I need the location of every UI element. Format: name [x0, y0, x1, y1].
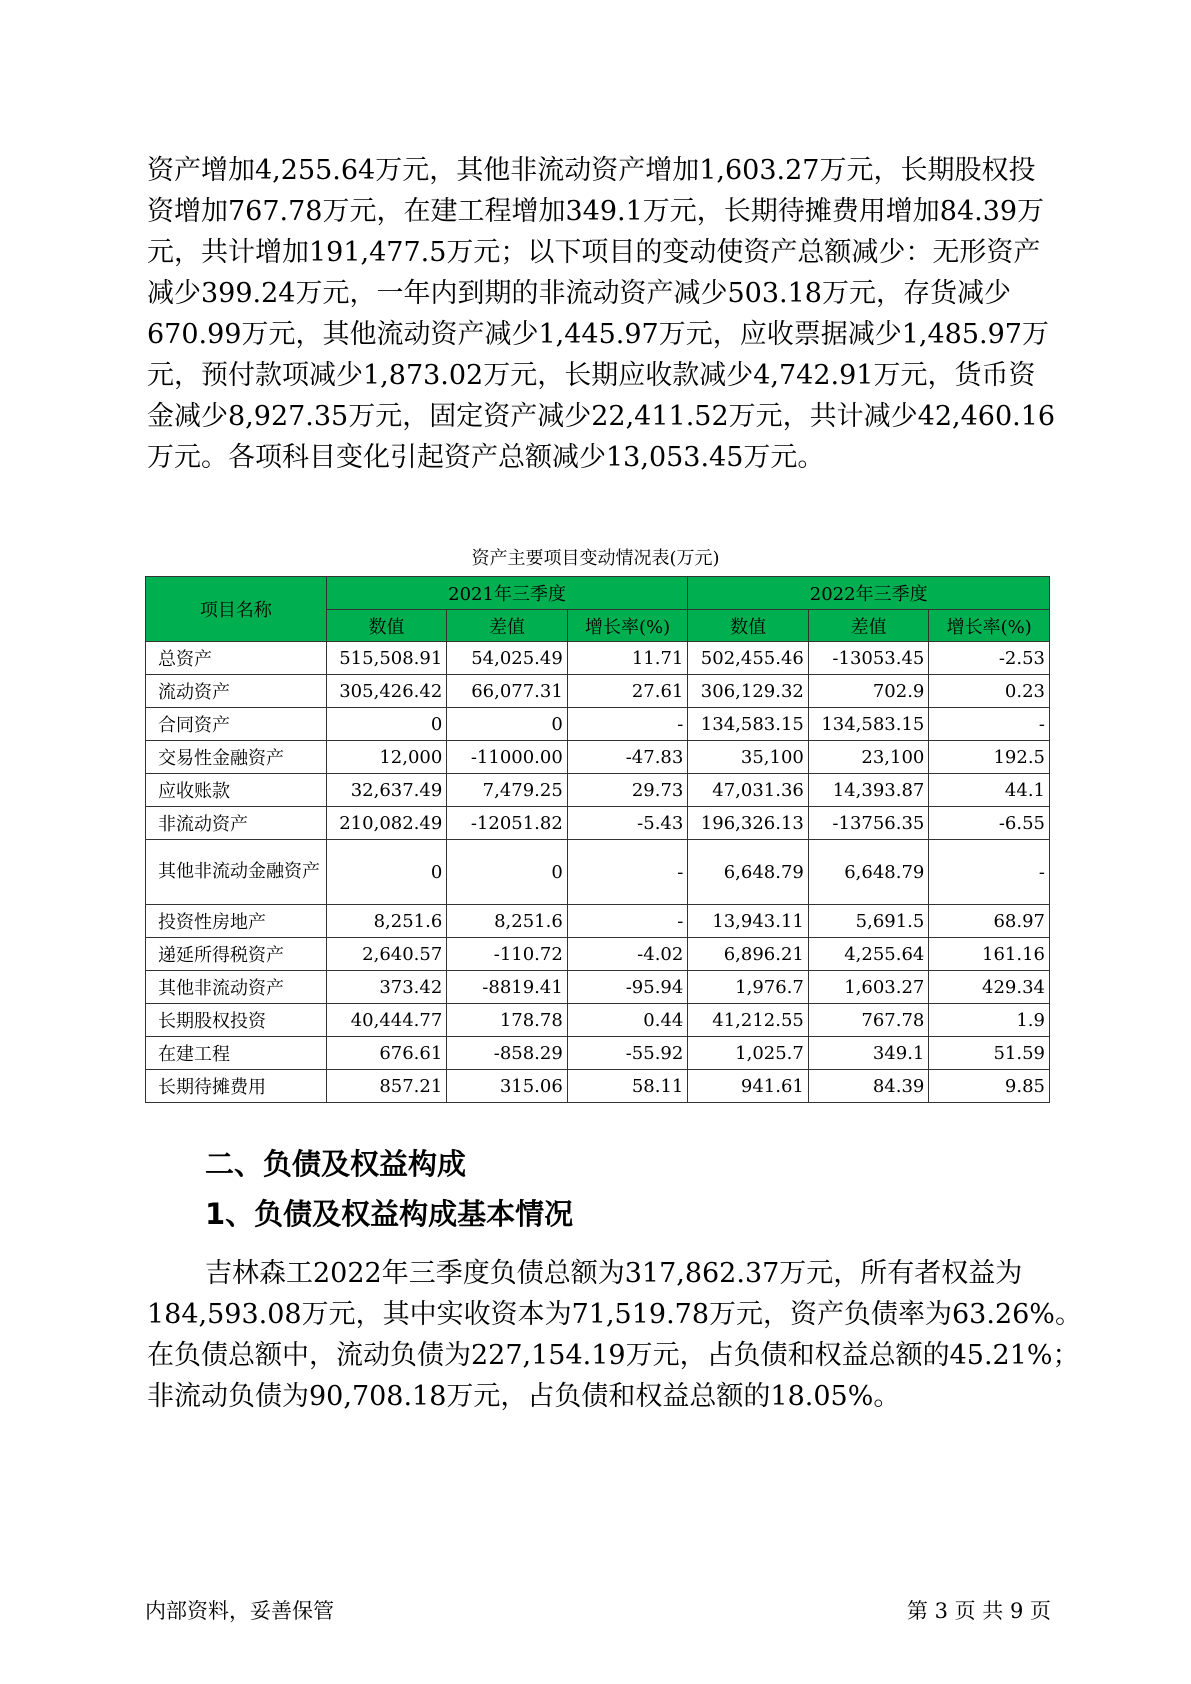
cell-g21: -5.43: [567, 807, 688, 840]
cell-v21: 373.42: [326, 971, 447, 1004]
cell-v22: 1,025.7: [688, 1037, 809, 1070]
cell-v21: 2,640.57: [326, 938, 447, 971]
cell-g22: -2.53: [929, 642, 1050, 675]
cell-d21: -110.72: [447, 938, 568, 971]
body-paragraph: [147, 1253, 1082, 1417]
cell-v21: 0: [326, 840, 447, 905]
cell-g22: 68.97: [929, 905, 1050, 938]
cell-d21: 0: [447, 708, 568, 741]
table-row: [146, 642, 1050, 675]
cell-v21: 676.61: [326, 1037, 447, 1070]
cell-v21: 32,637.49: [326, 774, 447, 807]
cell-v22: 502,455.46: [688, 642, 809, 675]
table-caption: 资产主要项目变动情况表(万元): [471, 548, 720, 569]
cell-g22: 44.1: [929, 774, 1050, 807]
cell-d21: 315.06: [447, 1070, 568, 1103]
cell-d22: 1,603.27: [808, 971, 929, 1004]
header-value-2022: 数值: [688, 610, 809, 642]
cell-d21: -12051.82: [447, 807, 568, 840]
cell-g22: -: [929, 708, 1050, 741]
row-item-name: 长期股权投资: [146, 1004, 327, 1037]
cell-g21: 29.73: [567, 774, 688, 807]
intro-line: 元，预付款项减少1,873.02万元，长期应收款减少4,742.91万元，货币资: [147, 360, 1036, 391]
table-row: [146, 1070, 1050, 1103]
row-item-name: 流动资产: [146, 675, 327, 708]
intro-line: 万元。各项科目变化引起资产总额减少13,053.45万元。: [147, 442, 825, 473]
cell-v22: 35,100: [688, 741, 809, 774]
cell-g21: 0.44: [567, 1004, 688, 1037]
intro-line: 元，共计增加191,477.5万元；以下项目的变动使资产总额减少：无形资产: [147, 237, 1041, 268]
cell-g22: 0.23: [929, 675, 1050, 708]
cell-g21: -: [567, 708, 688, 741]
row-item-name: 在建工程: [146, 1037, 327, 1070]
cell-v22: 6,896.21: [688, 938, 809, 971]
cell-v21: 0: [326, 708, 447, 741]
asset-changes-table: [145, 576, 1050, 1103]
table-row: [146, 708, 1050, 741]
intro-line: 金减少8,927.35万元，固定资产减少22,411.52万元，共计减少42,460.16: [147, 401, 1056, 432]
cell-d22: -13053.45: [808, 642, 929, 675]
cell-v22: 13,943.11: [688, 905, 809, 938]
cell-d22: -13756.35: [808, 807, 929, 840]
sub-heading: 1、负债及权益构成基本情况: [205, 1197, 574, 1231]
cell-d22: 5,691.5: [808, 905, 929, 938]
cell-g21: 11.71: [567, 642, 688, 675]
cell-v22: 47,031.36: [688, 774, 809, 807]
cell-g21: -95.94: [567, 971, 688, 1004]
cell-v22: 134,583.15: [688, 708, 809, 741]
cell-d21: -858.29: [447, 1037, 568, 1070]
row-item-name: 总资产: [146, 642, 327, 675]
cell-g22: 9.85: [929, 1070, 1050, 1103]
cell-v21: 210,082.49: [326, 807, 447, 840]
cell-g21: -47.83: [567, 741, 688, 774]
intro-line: 减少399.24万元，一年内到期的非流动资产减少503.18万元，存货减少: [147, 278, 1011, 309]
footer-page-number: 第 3 页 共 9 页: [906, 1599, 1051, 1623]
cell-d21: 178.78: [447, 1004, 568, 1037]
table-row: [146, 1037, 1050, 1070]
cell-d21: 54,025.49: [447, 642, 568, 675]
cell-v21: 515,508.91: [326, 642, 447, 675]
cell-g21: -4.02: [567, 938, 688, 971]
table-row: [146, 971, 1050, 1004]
cell-v22: 941.61: [688, 1070, 809, 1103]
intro-line: 资增加767.78万元，在建工程增加349.1万元，长期待摊费用增加84.39万: [147, 196, 1045, 227]
cell-d21: 8,251.6: [447, 905, 568, 938]
row-item-name: 投资性房地产: [146, 905, 327, 938]
row-item-name: 其他非流动金融资产: [146, 840, 327, 905]
cell-v21: 857.21: [326, 1070, 447, 1103]
intro-paragraph: [147, 150, 1057, 478]
cell-d22: 702.9: [808, 675, 929, 708]
cell-d22: 23,100: [808, 741, 929, 774]
header-value-2021: 数值: [326, 610, 447, 642]
cell-v22: 6,648.79: [688, 840, 809, 905]
cell-d22: 767.78: [808, 1004, 929, 1037]
cell-g21: 27.61: [567, 675, 688, 708]
table-row: [146, 1004, 1050, 1037]
body-line: 非流动负债为90,708.18万元，占负债和权益总额的18.05%。: [147, 1381, 901, 1412]
cell-d22: 4,255.64: [808, 938, 929, 971]
table-row: [146, 774, 1050, 807]
table-row: [146, 938, 1050, 971]
row-item-name: 递延所得税资产: [146, 938, 327, 971]
header-period-2021: 2021年三季度: [326, 577, 688, 610]
cell-d22: 134,583.15: [808, 708, 929, 741]
cell-g21: -55.92: [567, 1037, 688, 1070]
table-row: [146, 741, 1050, 774]
cell-d22: 84.39: [808, 1070, 929, 1103]
table-row: [146, 675, 1050, 708]
cell-v22: 306,129.32: [688, 675, 809, 708]
cell-g22: 51.59: [929, 1037, 1050, 1070]
table-row: [146, 840, 1050, 905]
cell-g22: 161.16: [929, 938, 1050, 971]
cell-d21: -11000.00: [447, 741, 568, 774]
row-item-name: 非流动资产: [146, 807, 327, 840]
header-item-name: 项目名称: [146, 577, 327, 642]
header-diff-2021: 差值: [447, 610, 568, 642]
row-item-name: 交易性金融资产: [146, 741, 327, 774]
row-item-name: 应收账款: [146, 774, 327, 807]
cell-g22: 192.5: [929, 741, 1050, 774]
body-line: 184,593.08万元，其中实收资本为71,519.78万元，资产负债率为63.26%。: [147, 1299, 1082, 1330]
cell-v21: 305,426.42: [326, 675, 447, 708]
body-line: 吉林森工2022年三季度负债总额为317,862.37万元，所有者权益为: [205, 1258, 1023, 1289]
cell-g22: 429.34: [929, 971, 1050, 1004]
cell-g21: -: [567, 840, 688, 905]
table-row: [146, 807, 1050, 840]
header-growth-2021: 增长率(%): [567, 610, 688, 642]
cell-v22: 1,976.7: [688, 971, 809, 1004]
cell-v22: 196,326.13: [688, 807, 809, 840]
cell-d22: 14,393.87: [808, 774, 929, 807]
cell-v21: 8,251.6: [326, 905, 447, 938]
header-diff-2022: 差值: [808, 610, 929, 642]
row-item-name: 长期待摊费用: [146, 1070, 327, 1103]
row-item-name: 合同资产: [146, 708, 327, 741]
footer-confidential-note: 内部资料，妥善保管: [145, 1599, 334, 1623]
cell-d22: 6,648.79: [808, 840, 929, 905]
cell-d21: 66,077.31: [447, 675, 568, 708]
intro-line: 资产增加4,255.64万元，其他非流动资产增加1,603.27万元，长期股权投: [147, 155, 1036, 186]
cell-d21: -8819.41: [447, 971, 568, 1004]
body-line: 在负债总额中，流动负债为227,154.19万元，占负债和权益总额的45.21%；: [147, 1340, 1080, 1371]
row-item-name: 其他非流动资产: [146, 971, 327, 1004]
cell-g22: -: [929, 840, 1050, 905]
header-growth-2022: 增长率(%): [929, 610, 1050, 642]
cell-g21: -: [567, 905, 688, 938]
cell-d21: 0: [447, 840, 568, 905]
cell-d21: 7,479.25: [447, 774, 568, 807]
header-period-2022: 2022年三季度: [688, 577, 1050, 610]
cell-g21: 58.11: [567, 1070, 688, 1103]
cell-g22: -6.55: [929, 807, 1050, 840]
section-heading: 二、负债及权益构成: [205, 1147, 467, 1181]
cell-d22: 349.1: [808, 1037, 929, 1070]
cell-v21: 40,444.77: [326, 1004, 447, 1037]
cell-v22: 41,212.55: [688, 1004, 809, 1037]
intro-line: 670.99万元，其他流动资产减少1,445.97万元，应收票据减少1,485.97万: [147, 319, 1049, 350]
table-row: [146, 905, 1050, 938]
cell-v21: 12,000: [326, 741, 447, 774]
cell-g22: 1.9: [929, 1004, 1050, 1037]
